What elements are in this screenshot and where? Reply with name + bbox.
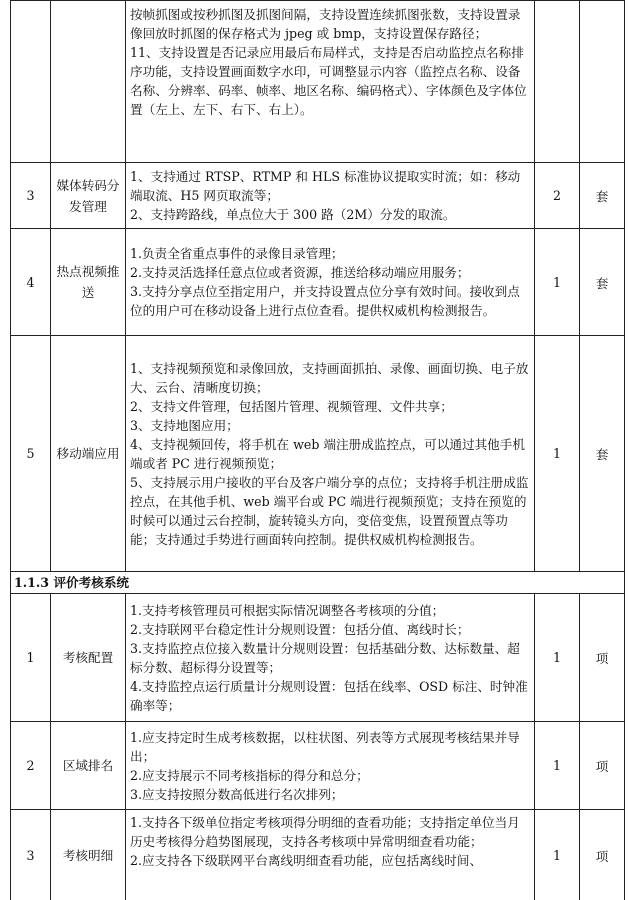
- description-line: 2.支持灵活选择任意点位或者资源，推送给移动端应用服务；: [130, 265, 470, 280]
- description-line: 2.支持联网平台稳定性计分规则设置：包括分值、离线时长；: [130, 621, 470, 637]
- description-line: 4、支持视频回传，将手机在 web 端注册成监控点，可以通过其他手机端或者 PC 进行视频预览；: [130, 436, 525, 471]
- item-quantity: 1: [535, 810, 580, 900]
- row-number: 4: [11, 229, 51, 336]
- procurement-spec-table: [10, 0, 625, 900]
- item-unit: 套: [580, 163, 625, 229]
- item-quantity: 1: [535, 722, 580, 810]
- row-number: 1: [11, 594, 51, 722]
- description-line: 3.应支持按照分数高低进行名次排列；: [130, 786, 344, 802]
- description-line: 2、支持文件管理，包括图片管理、视频管理、文件共享；: [130, 398, 453, 414]
- description-line: 4.支持监控点运行质量计分规则设置：包括在线率、OSD 标注、时钟准确率等；: [130, 678, 528, 713]
- row-number: 5: [11, 336, 51, 572]
- item-quantity: 1: [535, 336, 580, 572]
- item-name: 区域排名: [51, 722, 126, 810]
- row-number: [11, 1, 51, 163]
- item-quantity: [535, 1, 580, 163]
- item-quantity: 1: [535, 229, 580, 336]
- item-unit: [580, 1, 625, 163]
- description-line: 5、支持展示用户接收的平台及客户端分享的点位；支持将手机注册成监控点，在其他手机、web 端平台或 PC 端进行视频预览；支持在预览的时候可以通过云台控制，旋转镜头方向，变倍变焦，设置预置点等功能；支持通过手势进行画面转向控制。提供权威机构检测报告。: [130, 474, 529, 547]
- item-name: 媒体转码分发管理: [51, 163, 126, 229]
- description-line: 11、支持设置是否记录应用最后布局样式，支持是否启动监控点名称排序功能，支持设置画面数字水印，可调整显示内容（监控点名称、设备名称、分辨率、码率、帧率、地区名称、编码格式）、字体颜色及字体位置（左上、左下、右下、右上）。: [130, 45, 527, 117]
- row-number: 3: [11, 163, 51, 229]
- item-unit: 项: [580, 810, 625, 900]
- item-name: 考核明细: [51, 810, 126, 900]
- item-unit: 项: [580, 594, 625, 722]
- item-unit: 项: [580, 722, 625, 810]
- item-description: [126, 229, 535, 336]
- table-row: [11, 163, 625, 229]
- description-line: 1、支持通过 RTSP、RTMP 和 HLS 标准协议提取实时流；如：移动端取流、H5 网页取流等；: [130, 169, 521, 203]
- description-line: 3、支持地图应用；: [130, 417, 239, 433]
- description-line: 3.支持分享点位至指定用户，并支持设置点位分享有效时间。接收到点位的用户可在移动设备上进行点位查看。提供权威机构检测报告。: [130, 284, 520, 318]
- table-row: [11, 594, 625, 722]
- item-name: 考核配置: [51, 594, 126, 722]
- item-unit: 套: [580, 229, 625, 336]
- item-description: [126, 594, 535, 722]
- row-number: 3: [11, 810, 51, 900]
- item-description: [126, 336, 535, 572]
- section-title: 1.1.3 评价考核系统: [11, 572, 625, 594]
- table-row: [11, 810, 625, 900]
- description-line: 2.应支持各下级联网平台离线明细查看功能，应包括离线时间、: [130, 853, 483, 868]
- table-row: [11, 336, 625, 572]
- description-line: 按帧抓图或按秒抓图及抓图间隔，支持设置连续抓图张数，支持设置录像回放时抓图的保存格式为 jpeg 或 bmp，支持设置保存路径；: [130, 7, 521, 41]
- section-row: [11, 572, 625, 594]
- item-name: 热点视频推送: [51, 229, 126, 336]
- description-line: 2.应支持展示不同考核指标的得分和总分；: [130, 767, 369, 783]
- item-quantity: 1: [535, 594, 580, 722]
- description-line: 2、支持跨路线，单点位大于 300 路（2M）分发的取流。: [130, 207, 456, 222]
- item-description: [126, 810, 535, 900]
- table-row: [11, 722, 625, 810]
- table-row: [11, 1, 625, 163]
- description-line: 1.支持各下级单位指定考核项得分明细的查看功能；支持指定单位当月历史考核得分趋势图展现，支持各考核项中异常明细查看功能；: [130, 815, 520, 849]
- item-name: 移动端应用: [51, 336, 126, 572]
- item-description: [126, 163, 535, 229]
- description-line: 3.支持监控点位接入数量计分规则设置：包括基础分数、达标数量、超标分数、超标得分设置等；: [130, 640, 520, 675]
- item-unit: 套: [580, 336, 625, 572]
- description-line: 1.应支持定时生成考核数据，以柱状图、列表等方式展现考核结果并导出；: [130, 729, 520, 764]
- description-line: 1.支持考核管理员可根据实际情况调整各考核项的分值；: [130, 602, 445, 618]
- description-line: 1、支持视频预览和录像回放，支持画面抓拍、录像、画面切换、电子放大、云台、清晰度切换；: [130, 360, 529, 395]
- item-name: [51, 1, 126, 163]
- row-number: 2: [11, 722, 51, 810]
- item-description: [126, 1, 535, 163]
- description-line: 1.负责全省重点事件的录像目录管理；: [130, 246, 344, 261]
- table-row: [11, 229, 625, 336]
- item-description: [126, 722, 535, 810]
- item-quantity: 2: [535, 163, 580, 229]
